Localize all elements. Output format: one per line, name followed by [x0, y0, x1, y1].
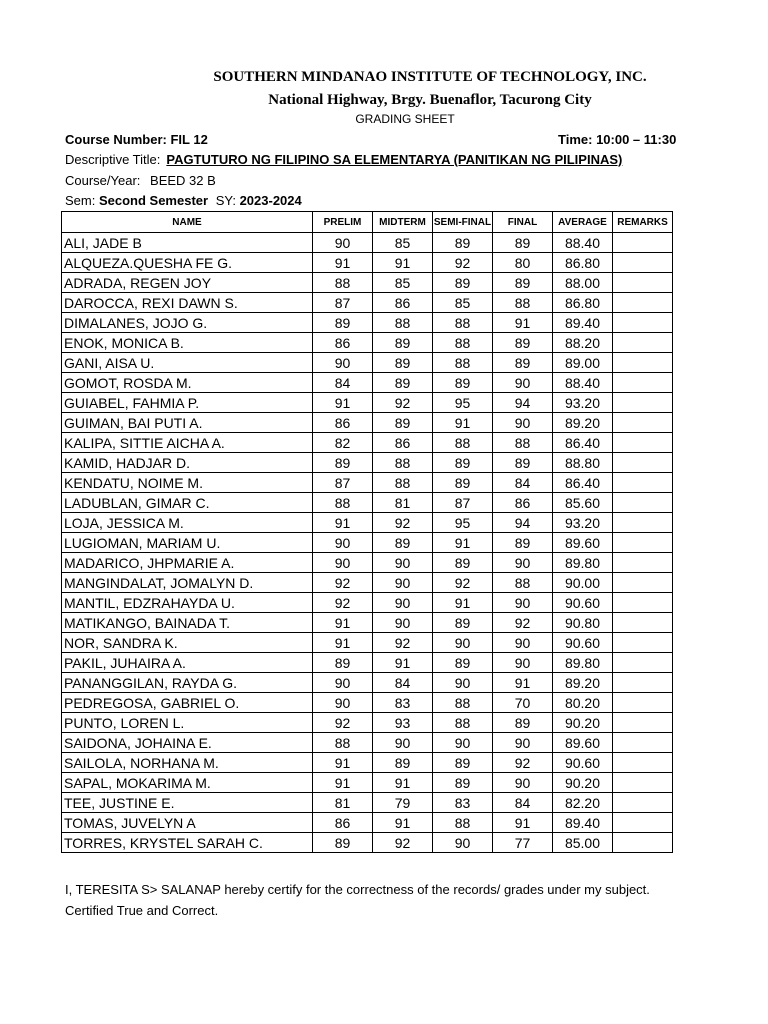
average-grade: 90.20	[553, 713, 613, 733]
course-number-label: Course Number:	[65, 132, 167, 147]
table-row	[62, 433, 673, 453]
semi-final-grade: 83	[433, 793, 493, 813]
midterm-grade: 84	[373, 673, 433, 693]
midterm-grade: 88	[373, 313, 433, 333]
semi-final-grade: 89	[433, 753, 493, 773]
prelim-grade: 86	[313, 413, 373, 433]
average-grade: 85.60	[553, 493, 613, 513]
student-name: MADARICO, JHPMARIE A.	[62, 553, 313, 573]
table-row	[62, 313, 673, 333]
midterm-grade: 92	[373, 393, 433, 413]
final-grade: 94	[493, 393, 553, 413]
midterm-grade: 81	[373, 493, 433, 513]
final-grade: 90	[493, 653, 553, 673]
remarks-cell	[613, 813, 673, 833]
table-row	[62, 553, 673, 573]
midterm-grade: 89	[373, 413, 433, 433]
average-grade: 89.00	[553, 353, 613, 373]
student-name: PUNTO, LOREN L.	[62, 713, 313, 733]
remarks-cell	[613, 293, 673, 313]
midterm-grade: 90	[373, 593, 433, 613]
final-grade: 89	[493, 713, 553, 733]
prelim-grade: 87	[313, 293, 373, 313]
table-row	[62, 813, 673, 833]
remarks-cell	[613, 373, 673, 393]
semi-final-grade: 87	[433, 493, 493, 513]
school-year-value: 2023-2024	[239, 193, 302, 208]
header-average: AVERAGE	[553, 212, 613, 233]
student-name: ENOK, MONICA B.	[62, 333, 313, 353]
prelim-grade: 92	[313, 593, 373, 613]
average-grade: 90.60	[553, 753, 613, 773]
student-name: GANI, AISA U.	[62, 353, 313, 373]
student-name: PAKIL, JUHAIRA A.	[62, 653, 313, 673]
table-row	[62, 613, 673, 633]
midterm-grade: 93	[373, 713, 433, 733]
student-name: LOJA, JESSICA M.	[62, 513, 313, 533]
semi-final-grade: 90	[433, 673, 493, 693]
prelim-grade: 88	[313, 273, 373, 293]
grades-table-body	[62, 233, 673, 853]
midterm-grade: 85	[373, 273, 433, 293]
semi-final-grade: 89	[433, 553, 493, 573]
remarks-cell	[613, 673, 673, 693]
semi-final-grade: 91	[433, 413, 493, 433]
semi-final-grade: 91	[433, 593, 493, 613]
course-year-label: Course/Year:	[65, 173, 141, 188]
student-name: SAILOLA, NORHANA M.	[62, 753, 313, 773]
semi-final-grade: 88	[433, 353, 493, 373]
midterm-grade: 90	[373, 733, 433, 753]
table-row	[62, 393, 673, 413]
student-name: MATIKANGO, BAINADA T.	[62, 613, 313, 633]
table-row	[62, 573, 673, 593]
time-value: 10:00 – 11:30	[596, 132, 677, 147]
remarks-cell	[613, 693, 673, 713]
certification-text: I, TERESITA S> SALANAP hereby certify for the correctness of the records/ grades under my subject.	[65, 882, 650, 897]
midterm-grade: 88	[373, 473, 433, 493]
semi-final-grade: 90	[433, 833, 493, 853]
table-row	[62, 253, 673, 273]
midterm-grade: 90	[373, 553, 433, 573]
prelim-grade: 87	[313, 473, 373, 493]
remarks-cell	[613, 453, 673, 473]
average-grade: 90.00	[553, 573, 613, 593]
average-grade: 86.80	[553, 253, 613, 273]
prelim-grade: 86	[313, 813, 373, 833]
student-name: LUGIOMAN, MARIAM U.	[62, 533, 313, 553]
average-grade: 82.20	[553, 793, 613, 813]
prelim-grade: 90	[313, 693, 373, 713]
student-name: ALI, JADE B	[62, 233, 313, 253]
descriptive-title-label: Descriptive Title:	[65, 152, 161, 167]
average-grade: 89.80	[553, 553, 613, 573]
header-prelim: PRELIM	[313, 212, 373, 233]
sheet-title: GRADING SHEET	[355, 112, 455, 126]
semi-final-grade: 89	[433, 613, 493, 633]
prelim-grade: 92	[313, 573, 373, 593]
course-number-value: FIL 12	[170, 132, 208, 147]
header-remarks: REMARKS	[613, 212, 673, 233]
final-grade: 91	[493, 673, 553, 693]
school-name: SOUTHERN MINDANAO INSTITUTE OF TECHNOLOGY, INC.	[213, 69, 647, 85]
grades-table	[61, 211, 673, 853]
prelim-grade: 89	[313, 453, 373, 473]
student-name: KENDATU, NOIME M.	[62, 473, 313, 493]
average-grade: 89.80	[553, 653, 613, 673]
final-grade: 88	[493, 293, 553, 313]
student-name: GUIABEL, FAHMIA P.	[62, 393, 313, 413]
average-grade: 90.60	[553, 633, 613, 653]
midterm-grade: 85	[373, 233, 433, 253]
midterm-grade: 92	[373, 633, 433, 653]
table-row	[62, 833, 673, 853]
prelim-grade: 91	[313, 613, 373, 633]
student-name: TOMAS, JUVELYN A	[62, 813, 313, 833]
midterm-grade: 89	[373, 753, 433, 773]
final-grade: 89	[493, 273, 553, 293]
remarks-cell	[613, 493, 673, 513]
semi-final-grade: 91	[433, 533, 493, 553]
final-grade: 84	[493, 473, 553, 493]
remarks-cell	[613, 233, 673, 253]
final-grade: 89	[493, 353, 553, 373]
semi-final-grade: 88	[433, 693, 493, 713]
semi-final-grade: 89	[433, 453, 493, 473]
prelim-grade: 91	[313, 253, 373, 273]
prelim-grade: 84	[313, 373, 373, 393]
final-grade: 77	[493, 833, 553, 853]
final-grade: 91	[493, 813, 553, 833]
average-grade: 86.40	[553, 433, 613, 453]
average-grade: 88.00	[553, 273, 613, 293]
school-address: National Highway, Brgy. Buenaflor, Tacurong City	[268, 92, 592, 108]
table-row	[62, 733, 673, 753]
remarks-cell	[613, 433, 673, 453]
remarks-cell	[613, 393, 673, 413]
prelim-grade: 90	[313, 353, 373, 373]
average-grade: 89.20	[553, 413, 613, 433]
remarks-cell	[613, 353, 673, 373]
descriptive-title-line	[65, 152, 622, 167]
table-row	[62, 233, 673, 253]
remarks-cell	[613, 513, 673, 533]
semi-final-grade: 95	[433, 513, 493, 533]
student-name: LADUBLAN, GIMAR C.	[62, 493, 313, 513]
prelim-grade: 81	[313, 793, 373, 813]
student-name: GOMOT, ROSDA M.	[62, 373, 313, 393]
final-grade: 90	[493, 373, 553, 393]
midterm-grade: 86	[373, 293, 433, 313]
semi-final-grade: 89	[433, 473, 493, 493]
final-grade: 84	[493, 793, 553, 813]
course-year-value: BEED 32 B	[150, 173, 216, 188]
student-name: ADRADA, REGEN JOY	[62, 273, 313, 293]
remarks-cell	[613, 773, 673, 793]
table-row	[62, 333, 673, 353]
midterm-grade: 91	[373, 813, 433, 833]
prelim-grade: 89	[313, 833, 373, 853]
prelim-grade: 91	[313, 753, 373, 773]
student-name: PANANGGILAN, RAYDA G.	[62, 673, 313, 693]
final-grade: 89	[493, 453, 553, 473]
header-semi-final: SEMI-FINAL	[433, 212, 493, 233]
midterm-grade: 92	[373, 513, 433, 533]
header-midterm: MIDTERM	[373, 212, 433, 233]
final-grade: 90	[493, 733, 553, 753]
table-row	[62, 633, 673, 653]
table-row	[62, 493, 673, 513]
final-grade: 90	[493, 773, 553, 793]
table-row	[62, 793, 673, 813]
prelim-grade: 91	[313, 773, 373, 793]
average-grade: 86.40	[553, 473, 613, 493]
semi-final-grade: 89	[433, 653, 493, 673]
midterm-grade: 86	[373, 433, 433, 453]
final-grade: 80	[493, 253, 553, 273]
final-grade: 88	[493, 573, 553, 593]
final-grade: 90	[493, 413, 553, 433]
table-row	[62, 533, 673, 553]
average-grade: 88.80	[553, 453, 613, 473]
table-row	[62, 453, 673, 473]
final-grade: 92	[493, 753, 553, 773]
average-grade: 93.20	[553, 513, 613, 533]
prelim-grade: 90	[313, 673, 373, 693]
remarks-cell	[613, 653, 673, 673]
average-grade: 89.60	[553, 533, 613, 553]
midterm-grade: 79	[373, 793, 433, 813]
semi-final-grade: 92	[433, 253, 493, 273]
student-name: TEE, JUSTINE E.	[62, 793, 313, 813]
semi-final-grade: 90	[433, 633, 493, 653]
remarks-cell	[613, 633, 673, 653]
average-grade: 89.20	[553, 673, 613, 693]
student-name: TORRES, KRYSTEL SARAH C.	[62, 833, 313, 853]
descriptive-title-value: PAGTUTURO NG FILIPINO SA ELEMENTARYA (PANITIKAN NG PILIPINAS)	[166, 152, 623, 167]
time-line	[558, 132, 678, 147]
average-grade: 88.20	[553, 333, 613, 353]
prelim-grade: 88	[313, 733, 373, 753]
midterm-grade: 89	[373, 373, 433, 393]
average-grade: 89.40	[553, 813, 613, 833]
student-name: SAIDONA, JOHAINA E.	[62, 733, 313, 753]
semi-final-grade: 89	[433, 273, 493, 293]
table-header-row	[62, 212, 673, 233]
student-name: DAROCCA, REXI DAWN S.	[62, 293, 313, 313]
student-name: NOR, SANDRA K.	[62, 633, 313, 653]
final-grade: 92	[493, 613, 553, 633]
final-grade: 90	[493, 633, 553, 653]
student-name: GUIMAN, BAI PUTI A.	[62, 413, 313, 433]
table-row	[62, 373, 673, 393]
average-grade: 86.80	[553, 293, 613, 313]
midterm-grade: 90	[373, 573, 433, 593]
table-row	[62, 713, 673, 733]
prelim-grade: 90	[313, 233, 373, 253]
header-name: NAME	[62, 212, 313, 233]
semi-final-grade: 90	[433, 733, 493, 753]
prelim-grade: 92	[313, 713, 373, 733]
prelim-grade: 91	[313, 633, 373, 653]
table-row	[62, 593, 673, 613]
final-grade: 89	[493, 333, 553, 353]
final-grade: 89	[493, 233, 553, 253]
average-grade: 89.60	[553, 733, 613, 753]
semi-final-grade: 92	[433, 573, 493, 593]
midterm-grade: 91	[373, 773, 433, 793]
prelim-grade: 91	[313, 393, 373, 413]
final-grade: 91	[493, 313, 553, 333]
prelim-grade: 89	[313, 313, 373, 333]
remarks-cell	[613, 833, 673, 853]
table-row	[62, 693, 673, 713]
prelim-grade: 82	[313, 433, 373, 453]
semi-final-grade: 89	[433, 773, 493, 793]
sem-label: Sem:	[65, 193, 96, 208]
student-name: MANTIL, EDZRAHAYDA U.	[62, 593, 313, 613]
midterm-grade: 91	[373, 253, 433, 273]
remarks-cell	[613, 613, 673, 633]
average-grade: 90.20	[553, 773, 613, 793]
midterm-grade: 89	[373, 533, 433, 553]
average-grade: 85.00	[553, 833, 613, 853]
semi-final-grade: 88	[433, 433, 493, 453]
header-final: FINAL	[493, 212, 553, 233]
final-grade: 88	[493, 433, 553, 453]
remarks-cell	[613, 753, 673, 773]
average-grade: 93.20	[553, 393, 613, 413]
remarks-cell	[613, 273, 673, 293]
course-number-line	[65, 132, 208, 147]
student-name: MANGINDALAT, JOMALYN D.	[62, 573, 313, 593]
average-grade: 88.40	[553, 233, 613, 253]
student-name: ALQUEZA.QUESHA FE G.	[62, 253, 313, 273]
remarks-cell	[613, 473, 673, 493]
final-grade: 94	[493, 513, 553, 533]
semi-final-grade: 88	[433, 813, 493, 833]
final-grade: 70	[493, 693, 553, 713]
student-name: KALIPA, SITTIE AICHA A.	[62, 433, 313, 453]
midterm-grade: 83	[373, 693, 433, 713]
midterm-grade: 92	[373, 833, 433, 853]
student-name: DIMALANES, JOJO G.	[62, 313, 313, 333]
table-row	[62, 673, 673, 693]
remarks-cell	[613, 553, 673, 573]
prelim-grade: 88	[313, 493, 373, 513]
table-row	[62, 773, 673, 793]
course-year-line	[65, 173, 216, 188]
table-row	[62, 473, 673, 493]
time-label: Time:	[558, 132, 593, 147]
remarks-cell	[613, 793, 673, 813]
table-row	[62, 753, 673, 773]
remarks-cell	[613, 573, 673, 593]
student-name: SAPAL, MOKARIMA M.	[62, 773, 313, 793]
semester-value: Second Semester	[98, 193, 209, 208]
remarks-cell	[613, 733, 673, 753]
table-row	[62, 653, 673, 673]
semi-final-grade: 88	[433, 313, 493, 333]
prelim-grade: 91	[313, 513, 373, 533]
midterm-grade: 91	[373, 653, 433, 673]
student-name: KAMID, HADJAR D.	[62, 453, 313, 473]
sy-label: SY:	[215, 193, 236, 208]
remarks-cell	[613, 413, 673, 433]
remarks-cell	[613, 313, 673, 333]
midterm-grade: 90	[373, 613, 433, 633]
final-grade: 90	[493, 593, 553, 613]
final-grade: 86	[493, 493, 553, 513]
remarks-cell	[613, 333, 673, 353]
average-grade: 80.20	[553, 693, 613, 713]
table-row	[62, 353, 673, 373]
average-grade: 88.40	[553, 373, 613, 393]
student-name: PEDREGOSA, GABRIEL O.	[62, 693, 313, 713]
remarks-cell	[613, 593, 673, 613]
average-grade: 90.60	[553, 593, 613, 613]
prelim-grade: 90	[313, 533, 373, 553]
prelim-grade: 86	[313, 333, 373, 353]
prelim-grade: 89	[313, 653, 373, 673]
remarks-cell	[613, 713, 673, 733]
table-row	[62, 413, 673, 433]
certified-line: Certified True and Correct.	[65, 903, 219, 918]
remarks-cell	[613, 533, 673, 553]
final-grade: 89	[493, 533, 553, 553]
semi-final-grade: 88	[433, 333, 493, 353]
midterm-grade: 88	[373, 453, 433, 473]
table-row	[62, 293, 673, 313]
semi-final-grade: 95	[433, 393, 493, 413]
semi-final-grade: 89	[433, 373, 493, 393]
semi-final-grade: 88	[433, 713, 493, 733]
prelim-grade: 90	[313, 553, 373, 573]
remarks-cell	[613, 253, 673, 273]
average-grade: 90.80	[553, 613, 613, 633]
table-row	[62, 513, 673, 533]
midterm-grade: 89	[373, 333, 433, 353]
semi-final-grade: 89	[433, 233, 493, 253]
midterm-grade: 89	[373, 353, 433, 373]
semi-final-grade: 85	[433, 293, 493, 313]
table-row	[62, 273, 673, 293]
final-grade: 90	[493, 553, 553, 573]
average-grade: 89.40	[553, 313, 613, 333]
semester-line	[65, 193, 302, 208]
